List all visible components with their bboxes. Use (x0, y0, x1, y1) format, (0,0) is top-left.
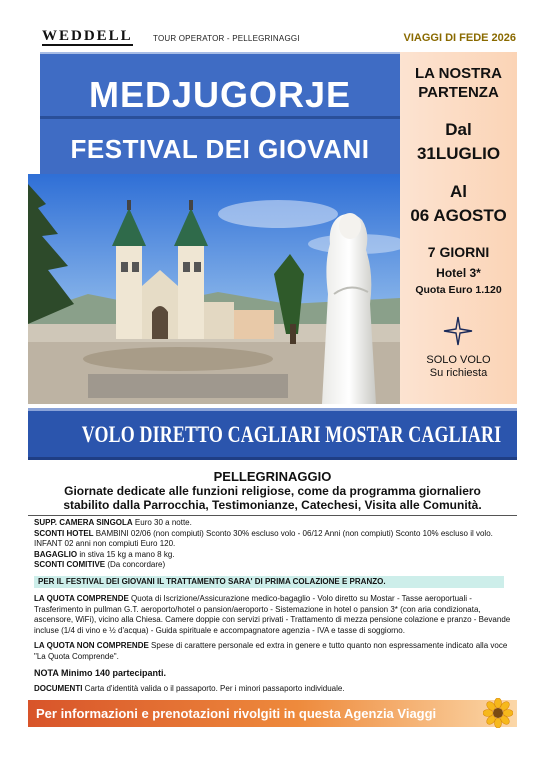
quote-excludes (34, 641, 514, 662)
departure-line-2: PARTENZA (418, 84, 499, 101)
festival-note: PER IL FESTIVAL DEI GIOVANI IL TRATTAMENTO SARA' DI PRIMA COLAZIONE E PRANZO. (34, 576, 504, 589)
sparkle-star-icon (443, 316, 473, 346)
baggage-label: BAGAGLIO (34, 549, 78, 559)
start-date-value: 31LUGLIO (416, 144, 501, 163)
divider (28, 515, 517, 516)
end-date-value: 06 AGOSTO (410, 206, 507, 225)
group-discounts-label: SCONTI COMITIVE (34, 560, 106, 569)
header (28, 28, 516, 50)
pilgrimage-desc-2: stabilito dalla Parrocchia, Testimonianze, Catechesi, Visita alle Comunità. (63, 498, 482, 512)
excludes-value: Spese di carattere personale ed extra in genere e tutto quanto non espressamente indicato alla voce "La Quota Comprende". (34, 641, 508, 661)
start-date (400, 118, 517, 166)
group-discounts-value: (Da concordare) (105, 560, 166, 569)
includes-value: Quota di Iscrizione/Assicurazione medico-bagaglio - Volo diretto su Mostar - Tasse aeroportuali - Trasferimento in pullman G.T. aeroporto/hotel o pansion/aeroporto - Sistemazione in hotel o pansion 3* (con aria condizionata, ascensore, WiFi), vicino alla Chiesa. Camere doppie con servizi privati - Trattamento di mezza pensione colazione e pranzo - Bevande incluse (1/4 di vino e ½ d'acqua) - Guida spirituale e accompagnatore agenzia - IVA e tasse di soggiorno. (34, 594, 511, 635)
documents-label: DOCUMENTI (34, 683, 83, 693)
baggage (34, 550, 514, 561)
group-discounts (34, 560, 514, 571)
pilgrimage-desc-1: Giornate dedicate alle funzioni religiose, come da programma giornaliero (64, 484, 481, 498)
pilgrimage-title: PELLEGRINAGGIO (213, 469, 332, 484)
departure-line-1: LA NOSTRA (415, 65, 502, 82)
series-label: VIAGGI DI FEDE 2026 (403, 32, 516, 44)
includes-label: LA QUOTA COMPRENDE (34, 594, 129, 603)
end-date-prefix: Al (450, 182, 467, 201)
event-subtitle: FESTIVAL DEI GIOVANI (70, 134, 370, 164)
start-date-prefix: Dal (445, 120, 472, 139)
discounts-value: BAMBINI 02/06 (non compiuti) Sconto 30% escluso volo - 06/12 Anni (non compiuti) Sconto 10% escluso il volo. (93, 528, 493, 538)
minimum-participants-note: NOTA Minimo 140 partecipanti. (34, 668, 167, 678)
flight-banner-text: VOLO DIRETTO CAGLIARI MOSTAR CAGLIARI (81, 422, 502, 447)
excludes-label: LA QUOTA NON COMPRENDE (34, 641, 149, 650)
hotel-category: Hotel 3* (436, 266, 481, 280)
pilgrimage-section (28, 469, 517, 512)
supplement-value: Euro 30 a notte. (132, 518, 192, 527)
baggage-value: in stiva 15 kg a mano 8 kg. (77, 549, 175, 559)
hotel-discounts (34, 529, 514, 540)
duration: 7 GIORNI (427, 244, 490, 260)
departure-panel (400, 52, 517, 404)
departure-heading (400, 64, 517, 102)
sunflower-icon (483, 698, 513, 728)
supplement-label: SUPP. CAMERA SINGOLA (34, 518, 133, 527)
church-photo-illustration (28, 174, 400, 404)
trip-details (34, 518, 514, 694)
tour-operator-label: TOUR OPERATOR - PELLEGRINAGGI (153, 34, 300, 43)
flight-only-note (400, 354, 517, 380)
documents-value: Carta d'identità valida o il passaporto. Per i minori passaporto individuale. (82, 683, 345, 693)
title-box (40, 52, 400, 174)
flight-only-line-2: Su richiesta (429, 367, 488, 379)
end-date (400, 180, 517, 228)
medjugorje-church-photo (28, 174, 400, 404)
destination-title: MEDJUGORJE (88, 74, 352, 115)
infant-price: INFANT 02 anni non compiuti Euro 120. (34, 539, 176, 548)
quote-includes (34, 594, 514, 636)
weddell-logo: WEDDELL (42, 28, 133, 44)
single-room-supplement (34, 518, 514, 529)
price: Quota Euro 1.120 (415, 284, 502, 296)
info-footer (28, 700, 517, 727)
footer-text: Per informazioni e prenotazioni rivolgiti in questa Agenzia Viaggi (36, 706, 437, 721)
discounts-label: SCONTI HOTEL (34, 528, 94, 538)
flight-only-line-1: SOLO VOLO (426, 354, 491, 366)
flight-banner (28, 408, 517, 460)
documents (34, 684, 514, 695)
